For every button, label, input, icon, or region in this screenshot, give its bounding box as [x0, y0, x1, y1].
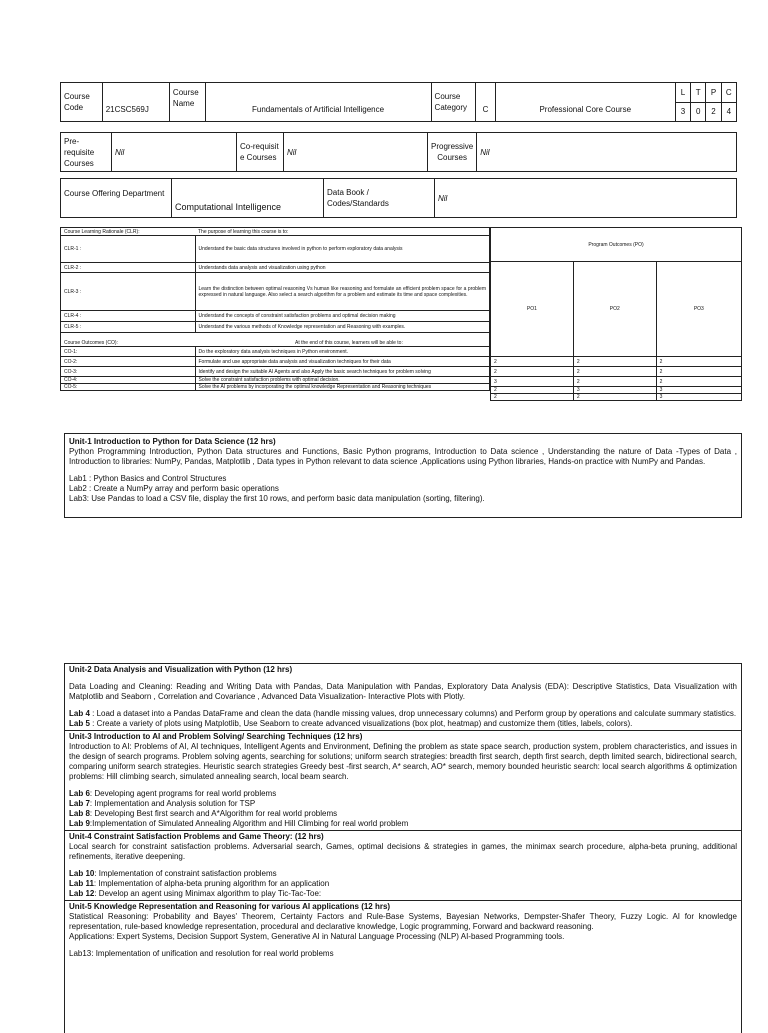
clr-id: CLR-2 :: [61, 263, 196, 273]
po-cell: 2: [491, 367, 574, 377]
ltpc-value: 2: [706, 102, 721, 122]
unit5-body: Statistical Reasoning: Probability and Bayes' Theorem, Certainty Factors and Rule-Base Systems, Bayesian Networks, Dempster-Shafer Theory, Fuzzy Logic. AI for knowledge representation, rule-based knowledge representation, procedural and declarative knowledge, Logic programming, Forward and backward reasoning.: [69, 912, 737, 931]
po-cell: 2: [656, 377, 741, 387]
co-text: Solve the AI problems by incorporating the optimal knowledge Representation and Reasoning techniques: [195, 384, 490, 391]
unit1-title: Unit-1 Introduction to Python for Data Science (12 hrs): [69, 437, 276, 446]
unit4-body: Local search for constraint satisfaction problems. Adversarial search, Games, optimal decisions & strategies in games, the minimax search procedure, alpha-beta pruning, additional refinements, iterative deepening.: [69, 842, 737, 861]
databook-label: Data Book / Codes/Standards: [324, 179, 435, 218]
po-cell: 2: [573, 357, 656, 367]
unit1-lab: Lab3: Use Pandas to load a CSV file, display the first 10 rows, and perform basic data manipulation (sorting, filtering).: [69, 494, 485, 503]
unit3-lab: Lab 8: Developing Best first search and A*Algorithm for real world problems: [69, 809, 338, 818]
clr-text: Understand the concepts of constraint satisfaction problems and optimal decision making: [195, 311, 490, 322]
co-id: CO-1:: [61, 347, 196, 357]
clr-id: CLR-1 :: [61, 236, 196, 263]
po-cell: 2: [656, 367, 741, 377]
unit1-lab: Lab1 : Python Basics and Control Structures: [69, 474, 227, 483]
ltpc-value: 0: [691, 102, 706, 122]
unit3-lab: Lab 6: Developing agent programs for real world problems: [69, 789, 277, 798]
co-text: Formulate and use appropriate data analysis and visualization techniques for their data: [195, 357, 490, 367]
clr-row: [61, 273, 490, 311]
clr-text: Learn the distinction between optimal reasoning Vs human like reasoning and formulate an efficient problem space for a problem expressed in natural language. Also select a search algorithm for a problem and estimate its time and space complexities.: [195, 273, 490, 311]
clr-row: [61, 311, 490, 322]
po-cell: 2: [491, 394, 574, 401]
department-table: [60, 178, 737, 218]
clr-id: CLR-5 :: [61, 322, 196, 333]
co-id: CO-3:: [61, 367, 196, 377]
unit5-section: [65, 901, 741, 960]
co-row: [61, 347, 490, 357]
course-category-label: Course Category: [431, 83, 476, 122]
unit4-lab: Lab 10: Implementation of constraint satisfaction problems: [69, 869, 277, 878]
category-name: Professional Core Course: [495, 83, 675, 122]
po-title: Program Outcomes (PO): [491, 228, 742, 262]
unit2-lab4: Lab 4 : Load a dataset into a Pandas DataFrame and clean the data (handle missing values, drop unnecessary columns) and Perform group by operations and calculate summary statistics.: [69, 709, 737, 718]
course-code-label: Course Code: [61, 83, 103, 122]
po-header: PO1: [491, 262, 574, 357]
unit4-lab: Lab 12: Develop an agent using Minimax algorithm to play Tic-Tac-Toe:: [69, 889, 322, 898]
units-box: [64, 663, 742, 1033]
ltpc-label: T: [691, 83, 706, 103]
corequisite-label: Co-requisit e Courses: [237, 133, 284, 172]
co-row: [61, 367, 490, 377]
unit2-section: [65, 664, 741, 731]
databook-value: Nil: [435, 179, 737, 218]
unit3-lab: Lab 9:Implementation of Simulated Annealing Algorithm and Hill Climbing for real world problem: [69, 819, 409, 828]
ltpc-value: 3: [675, 102, 690, 122]
course-code: 21CSC569J: [102, 83, 169, 122]
co-id: CO-4:: [61, 377, 196, 384]
clr-row: [61, 263, 490, 273]
course-name-label: Course Name: [169, 83, 205, 122]
unit4-lab: Lab 11: Implementation of alpha-beta pruning algorithm for an application: [69, 879, 330, 888]
co-header: Course Outcomes (CO):: [61, 333, 196, 347]
course-header-table: [60, 82, 737, 122]
prerequisite-label: Pre-requisite Courses: [61, 133, 112, 172]
po-cell: 3: [656, 394, 741, 401]
co-text: Do the exploratory data analysis techniques in Python environment.: [195, 347, 490, 357]
po-cell: 2: [656, 357, 741, 367]
progressive-value: Nil: [477, 133, 737, 172]
clr-id: CLR-3 :: [61, 273, 196, 311]
department-label: Course Offering Department: [61, 179, 172, 218]
po-cell: 2: [573, 394, 656, 401]
po-cell: 3: [491, 377, 574, 387]
ltpc-label: C: [721, 83, 736, 103]
progressive-label: Progressive Courses: [428, 133, 477, 172]
ltpc-label: L: [675, 83, 690, 103]
unit2-title: Unit-2 Data Analysis and Visualization with Python (12 hrs): [69, 665, 293, 674]
co-row: [61, 377, 490, 384]
clr-header-purpose: The purpose of learning this course is to:: [195, 228, 490, 236]
course-category: C: [476, 83, 495, 122]
clr-header: Course Learning Rationale (CLR):: [61, 228, 196, 236]
clr-text: Understand the basic data structures involved in python to perform exploratory data analysis: [195, 236, 490, 263]
po-table: [490, 227, 742, 401]
unit3-section: [65, 731, 741, 831]
po-cell: 2: [573, 367, 656, 377]
po-cell: 3: [656, 387, 741, 394]
unit5-lab13: Lab13: Implementation of unification and resolution for real world problems: [69, 949, 334, 958]
po-cell: 3: [573, 387, 656, 394]
ltpc-label: P: [706, 83, 721, 103]
clr-text: Understand the various methods of Knowledge representation and Reasoning with examples.: [195, 322, 490, 333]
co-header-purpose: At the end of this course, learners will be able to:: [195, 333, 490, 347]
co-text: Solve the constraint satisfaction problems with optimal decision.: [195, 377, 490, 384]
unit5-title: Unit-5 Knowledge Representation and Reasoning for various AI applications (12 hrs): [69, 902, 391, 911]
unit3-body: Introduction to AI: Problems of AI, AI techniques, Intelligent Agents and Environment, Defining the problem as state space search, production system, problem characteristics, and issues in the design of search programs. Problem solving agents, searching for solutions; uniform search strategies: breadth first search, depth first search, depth limited search, bidirectional search, comparing uniform search strategies. Heuristic search strategies Greedy best -first search, A* search, AO* search, memory bounded heuristic search: local search algorithms & optimization problems: Hill climbing search, simulated annealing search, local beam search.: [69, 742, 737, 781]
ltpc-value: 4: [721, 102, 736, 122]
unit4-title: Unit-4 Constraint Satisfaction Problems and Game Theory: (12 hrs): [69, 832, 324, 841]
clr-co-table: [60, 227, 490, 391]
clr-row: [61, 236, 490, 263]
co-id: CO-5:: [61, 384, 196, 391]
clr-text: Understands data analysis and visualization using python: [195, 263, 490, 273]
clr-row: [61, 322, 490, 333]
unit4-section: [65, 831, 741, 901]
po-cell: 2: [491, 357, 574, 367]
po-header: PO2: [573, 262, 656, 357]
unit3-title: Unit-3 Introduction to AI and Problem Solving/ Searching Techniques (12 hrs): [69, 732, 363, 741]
po-cell: 2: [573, 377, 656, 387]
co-id: CO-2:: [61, 357, 196, 367]
unit2-body: Data Loading and Cleaning: Reading and Writing Data with Pandas, Data Manipulation with Pandas, Exploratory Data Analysis (EDA): Descriptive Statistics, Data Visualization with Matplotlib and Seaborn , Correlation and Covariance , Advanced Data Visualization- Interactive Plots with Plotly.: [69, 682, 737, 701]
unit5-apps: Applications: Expert Systems, Decision Support System, Generative AI in Natural Language Processing (NLP) AI-based Programming tools.: [69, 932, 565, 941]
clr-id: CLR-4 :: [61, 311, 196, 322]
co-row: [61, 357, 490, 367]
unit1-body: Python Programming Introduction, Python Data structures and Functions, Basic Python programs, Introduction to Data science , Understanding the nature of Data -Types of Data , Introduction to libraries: NumPy, Pandas, Matplotlib , Data types in Python relevant to data science ,Applications using Python libraries, Hands-on practice with NumPy and Pandas.: [69, 447, 737, 466]
department-value: Computational Intelligence: [172, 179, 324, 218]
co-text: Identify and design the suitable AI Agents and also Apply the basic search techniques for problem solving: [195, 367, 490, 377]
unit3-lab: Lab 7: Implementation and Analysis solution for TSP: [69, 799, 256, 808]
co-row: [61, 384, 490, 391]
corequisite-value: Nil: [284, 133, 428, 172]
unit1-lab: Lab2 : Create a NumPy array and perform basic operations: [69, 484, 279, 493]
unit1-box: [64, 433, 742, 518]
unit2-lab5: Lab 5 : Create a variety of plots using Matplotlib, Use Seaborn to create advanced visualizations (box plot, heatmap) and customize them (titles, labels, colors).: [69, 719, 633, 728]
prerequisite-table: [60, 132, 737, 172]
po-cell: 2: [491, 387, 574, 394]
prerequisite-value: Nil: [112, 133, 237, 172]
po-header: PO3: [656, 262, 741, 357]
course-name: Fundamentals of Artificial Intelligence: [205, 83, 431, 122]
